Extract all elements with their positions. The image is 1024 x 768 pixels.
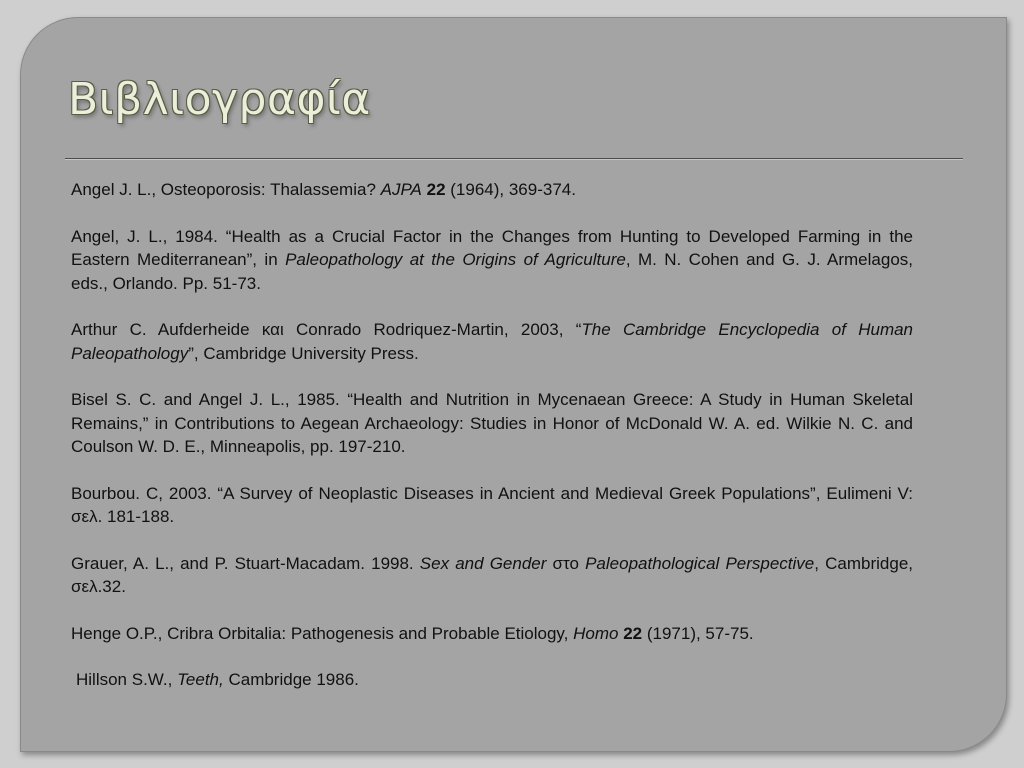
book-title: Paleopathology at the Origins of Agriculture — [285, 250, 626, 269]
reference-text: Bisel S. C. and Angel J. L., 1985. “Health and Nutrition in Mycenaean Greece: A Study in Human Skeletal Remains,” in Contributions to Aegean Archaeology: Studies in Honor of McDonald W. A. ed. Wilkie N. C. and Coulson W. D. E., Minneapolis, pp. 197-210. — [71, 390, 913, 456]
reference-item — [71, 482, 913, 529]
reference-text: Angel J. L., Osteoporosis: Thalassemia? — [71, 180, 381, 199]
reference-text: ”, Cambridge University Press. — [188, 343, 419, 363]
volume-number: 22 — [623, 623, 643, 643]
reference-item — [71, 225, 913, 296]
reference-text: Cambridge 1986. — [223, 670, 359, 689]
title-divider — [65, 158, 963, 160]
reference-list — [71, 178, 913, 692]
reference-item — [71, 668, 913, 692]
reference-item — [71, 622, 913, 646]
reference-item — [71, 552, 913, 599]
reference-text: (1971), 57-75. — [642, 623, 754, 643]
reference-text: Henge O.P., Cribra Orbitalia: Pathogenesis and Probable Etiology, — [71, 623, 574, 643]
slide-title: Βιβλιογραφία — [68, 74, 371, 125]
book-title: Sex and Gender — [419, 553, 547, 573]
reference-text: Arthur C. Aufderheide και Conrado Rodriquez-Martin, 2003, “ — [71, 320, 582, 339]
book-title: The Cambridge Encyclopedia of Human Paleopathology — [71, 320, 914, 363]
reference-text: Grauer, A. L., and P. Stuart-Macadam. 1998. — [71, 553, 420, 573]
book-title: Teeth, — [177, 670, 224, 689]
reference-item — [71, 318, 913, 365]
book-title: Paleopathological Perspective — [585, 553, 815, 573]
reference-text: , Cambridge, σελ.32. — [71, 553, 913, 596]
reference-text: στο — [546, 553, 586, 573]
journal-title: Homo — [573, 623, 619, 643]
reference-item — [71, 388, 913, 459]
reference-text: Angel, J. L., 1984. “Health as a Crucial Factor in the Changes from Hunting to Developed Farming in the Eastern Mediterranean”, in — [71, 226, 913, 269]
reference-text: , M. N. Cohen and G. J. Armelagos, eds., Orlando. Pp. 51-73. — [71, 250, 914, 293]
journal-title: AJPA — [380, 180, 422, 199]
reference-text: Bourbou. C, 2003. “A Survey of Neoplastic Diseases in Ancient and Medieval Greek Populations”, Eulimeni V: σελ. 181-188. — [71, 483, 913, 526]
volume-number: 22 — [426, 180, 446, 199]
reference-text: (1964), 369-374. — [445, 180, 576, 199]
reference-text: Hillson S.W., — [76, 670, 178, 689]
reference-item — [71, 178, 913, 202]
